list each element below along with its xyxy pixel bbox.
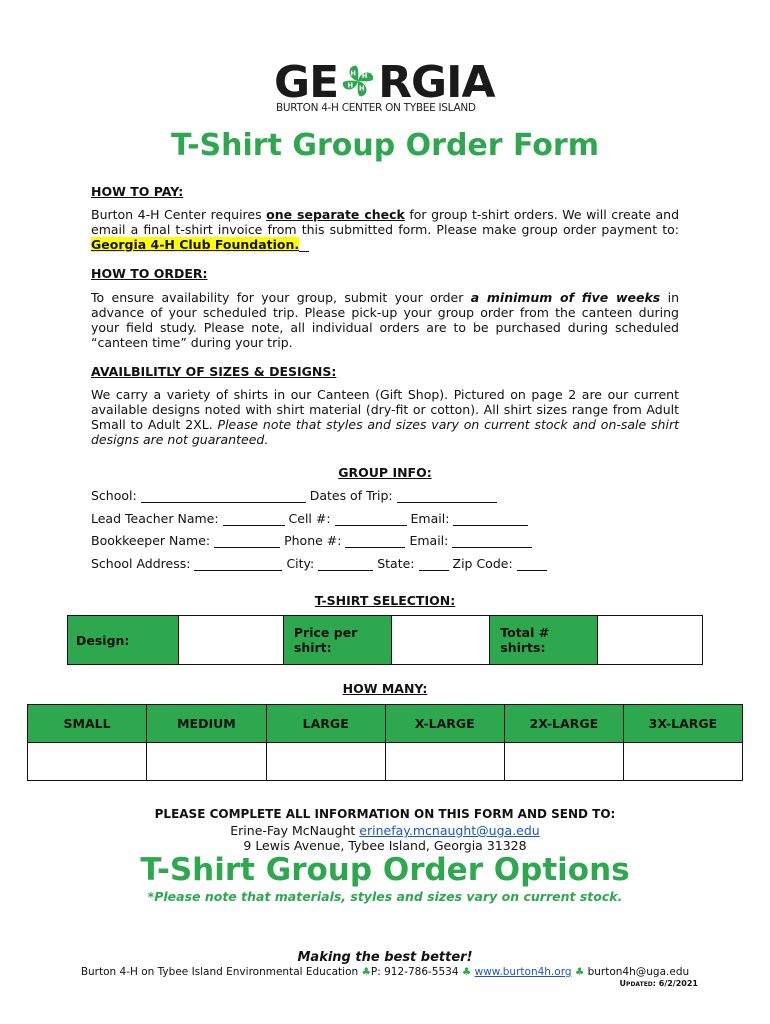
group-info-row-2	[91, 511, 528, 526]
phone-label: Phone #:	[284, 533, 342, 548]
send-address: 9 Lewis Avenue, Tybee Island, Georgia 31328	[243, 838, 527, 853]
payee-highlight: Georgia 4-H Club Foundation.	[91, 237, 300, 252]
send-contact-line	[0, 823, 770, 838]
total-label: Total # shirts:	[490, 616, 598, 665]
svg-text:H: H	[350, 69, 356, 78]
cell-label: Cell #:	[288, 511, 331, 526]
how-to-order-heading: HOW TO ORDER:	[91, 266, 208, 281]
qty-2xlarge-input[interactable]	[504, 743, 623, 781]
how-many-heading: HOW MANY:	[342, 681, 428, 696]
selection-heading: T-SHIRT SELECTION:	[314, 593, 456, 608]
teacher-email-label: Email:	[410, 511, 450, 526]
options-title: T-Shirt Group Order Options	[140, 852, 630, 888]
pay-emphasis: one separate check	[266, 207, 405, 222]
send-heading: PLEASE COMPLETE ALL INFORMATION ON THIS FORM AND SEND TO:	[154, 807, 616, 821]
address-field[interactable]	[194, 557, 282, 571]
contact-name: Erine-Fay McNaught	[230, 823, 360, 838]
how-to-pay-paragraph	[91, 207, 679, 252]
availability-text: We carry a variety of shirts in our Canteen (Gift Shop). Pictured on page 2 are our current available designs noted with shirt material (dry-fit or cotton). All shirt sizes range from Adult Small to Adult 2XL.	[91, 387, 679, 432]
dates-field[interactable]	[397, 489, 497, 503]
city-label: City:	[286, 556, 315, 571]
address-label: School Address:	[91, 556, 191, 571]
availability-heading: AVAILBILITLY OF SIZES & DESIGNS:	[91, 364, 337, 379]
bookkeeper-email-label: Email:	[409, 533, 449, 548]
svg-text:H: H	[361, 72, 367, 81]
cell-field[interactable]	[335, 512, 407, 526]
bookkeeper-label: Bookkeeper Name:	[91, 533, 211, 548]
school-field[interactable]	[141, 489, 306, 503]
footer-contact-line	[0, 966, 770, 978]
pay-text-2: for group t-shirt orders. We will create and email a final t-shirt invoice from this submitted form. Please make group order payment to:	[91, 207, 679, 237]
footer-org: Burton 4-H on Tybee Island Environmental Education	[80, 966, 362, 978]
size-header-xlarge: X-LARGE	[385, 705, 504, 743]
selection-table	[67, 615, 703, 665]
contact-email-link[interactable]: erinefay.mcnaught@uga.edu	[359, 823, 540, 838]
group-info-heading: GROUP INFO:	[338, 465, 432, 480]
group-info-row-4	[91, 556, 547, 571]
availability-paragraph	[91, 387, 679, 447]
school-label: School:	[91, 488, 137, 503]
payee-underline	[299, 238, 309, 252]
bookkeeper-field[interactable]	[214, 534, 280, 548]
clover-icon: ♣	[461, 966, 472, 978]
availability-italic-note: Please note that styles and sizes vary on current stock and on-sale shirt designs are not guaranteed.	[91, 417, 679, 447]
bookkeeper-email-field[interactable]	[452, 534, 532, 548]
state-label: State:	[377, 556, 415, 571]
how-to-order-paragraph	[91, 290, 679, 350]
order-emphasis: a minimum of five weeks	[470, 290, 661, 305]
design-label: Design:	[68, 616, 179, 665]
state-field[interactable]	[419, 557, 449, 571]
clover-icon: ♣	[574, 966, 585, 978]
price-label: Price per shirt:	[283, 616, 391, 665]
qty-xlarge-input[interactable]	[385, 743, 504, 781]
georgia-4h-logo	[258, 58, 518, 118]
svg-text:H: H	[359, 84, 364, 93]
how-to-pay-heading: HOW TO PAY:	[91, 184, 184, 199]
size-header-medium: MEDIUM	[147, 705, 267, 743]
lead-teacher-label: Lead Teacher Name:	[91, 511, 219, 526]
zip-field[interactable]	[517, 557, 547, 571]
updated-date: Updated: 6/2/2021	[619, 979, 698, 988]
phone-field[interactable]	[345, 534, 405, 548]
design-input[interactable]	[179, 616, 284, 665]
size-header-large: LARGE	[266, 705, 385, 743]
size-header-2xlarge: 2X-LARGE	[504, 705, 623, 743]
city-field[interactable]	[318, 557, 373, 571]
footer-phone: P: 912-786-5534	[370, 966, 462, 978]
group-info-row-3	[91, 533, 532, 548]
price-input[interactable]	[391, 616, 489, 665]
clover-icon: ♣	[361, 966, 371, 978]
clover-icon	[339, 61, 377, 101]
qty-medium-input[interactable]	[147, 743, 267, 781]
group-info-row-1	[91, 488, 497, 503]
order-text-2: in advance of your scheduled trip. Please pick-up your group order from the canteen during your field study. Please note, all individual orders are to be purchased during scheduled “canteen time” during your trip.	[91, 290, 679, 350]
logo-word-right: RGIA	[378, 57, 495, 108]
options-note: *Please note that materials, styles and sizes vary on current stock.	[147, 889, 623, 904]
svg-text:H: H	[347, 81, 353, 90]
total-input[interactable]	[598, 616, 703, 665]
size-header-small: SMALL	[28, 705, 147, 743]
page-title: T-Shirt Group Order Form	[171, 128, 599, 163]
qty-3xlarge-input[interactable]	[623, 743, 742, 781]
logo-word-left: GE	[274, 57, 339, 108]
teacher-email-field[interactable]	[453, 512, 528, 526]
zip-label: Zip Code:	[452, 556, 513, 571]
footer-website-link[interactable]: www.burton4h.org	[474, 966, 572, 978]
how-many-table	[27, 704, 743, 781]
footer-email: burton4h@uga.edu	[584, 966, 690, 978]
lead-teacher-field[interactable]	[223, 512, 285, 526]
size-header-3xlarge: 3X-LARGE	[623, 705, 742, 743]
footer-tagline: Making the best better!	[297, 950, 473, 965]
pay-text-1: Burton 4-H Center requires	[91, 207, 267, 222]
qty-small-input[interactable]	[28, 743, 147, 781]
logo-wordmark	[274, 58, 495, 108]
qty-large-input[interactable]	[266, 743, 385, 781]
dates-label: Dates of Trip:	[309, 488, 393, 503]
order-text-1: To ensure availability for your group, submit your order	[91, 290, 471, 305]
logo-subtitle: BURTON 4-H CENTER ON TYBEE ISLAND	[276, 102, 476, 114]
